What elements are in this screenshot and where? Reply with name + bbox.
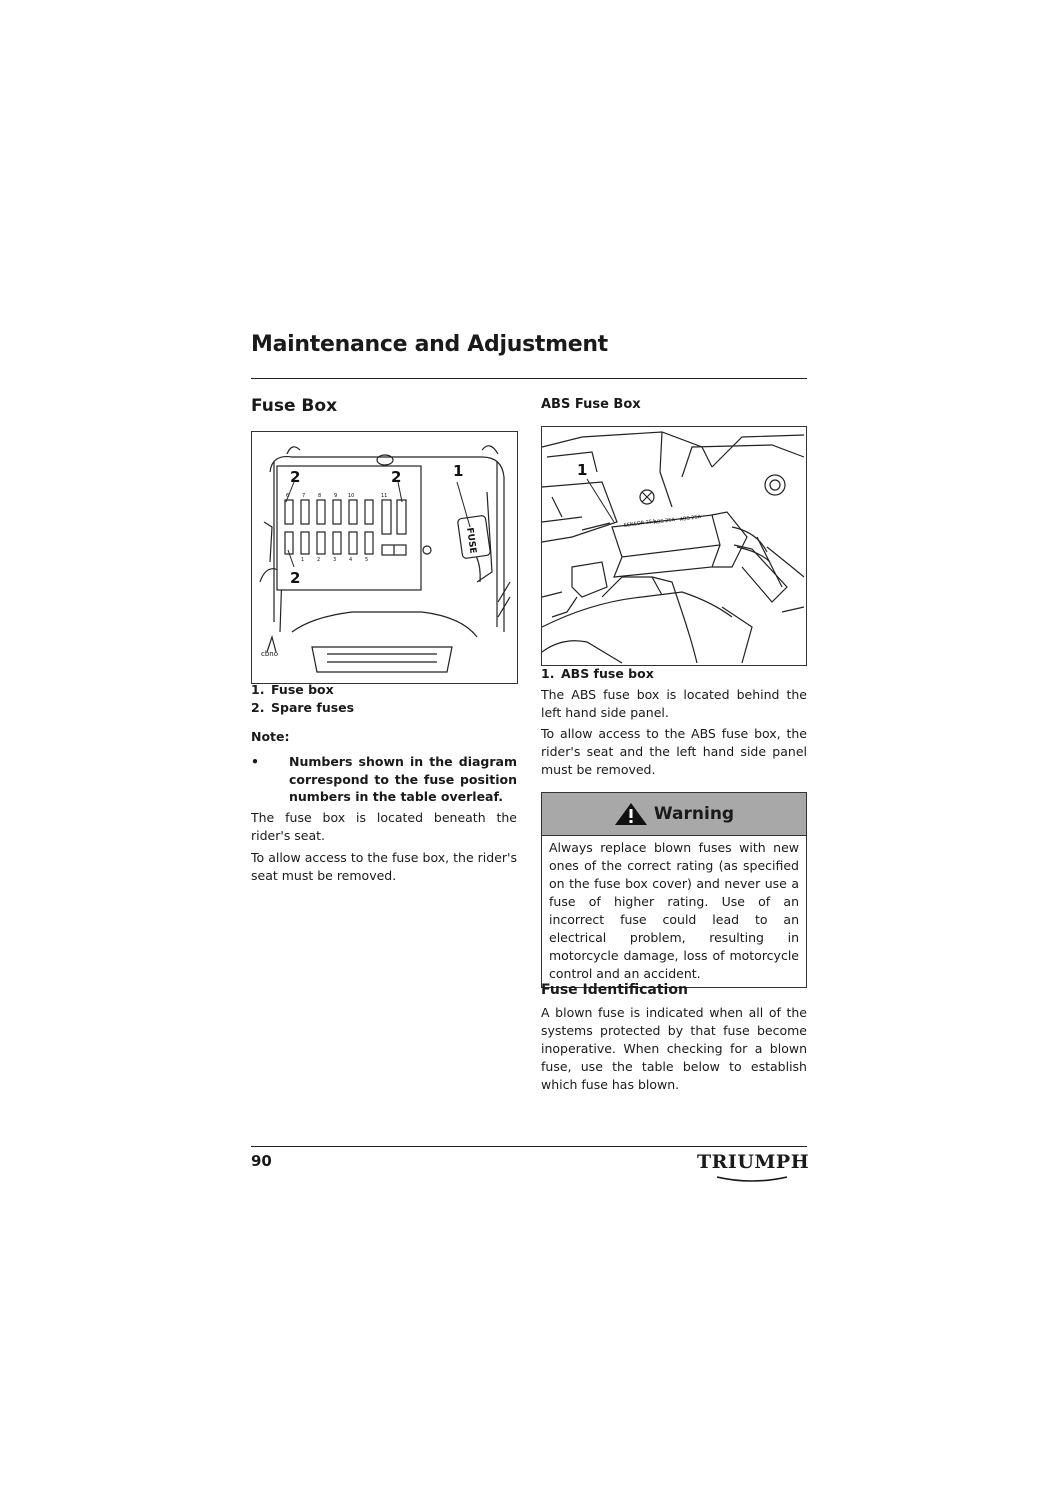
callout-2b: 2 xyxy=(391,468,402,486)
fuse-num-4: 4 xyxy=(349,557,353,563)
warning-triangle-icon xyxy=(614,802,648,826)
fuse-box-heading: Fuse Box xyxy=(251,396,338,416)
fuse-num-7: 7 xyxy=(302,493,306,499)
abs-label-2: ABS 25A xyxy=(653,517,676,526)
callout-2c: 2 xyxy=(290,569,301,587)
abs-fuse-box-figure xyxy=(541,426,807,666)
logo-swoosh-icon xyxy=(717,1175,787,1183)
fuse-box-access-text: To allow access to the fuse box, the rider's seat must be removed. xyxy=(251,850,517,883)
fuse-num-11: 11 xyxy=(381,493,388,499)
page-number: 90 xyxy=(251,1152,272,1170)
fuse-num-6: 6 xyxy=(286,493,290,499)
fuse-num-9: 9 xyxy=(334,493,338,499)
callout-1: 1 xyxy=(453,462,464,480)
abs-caption: 1. ABS fuse box xyxy=(541,666,654,681)
abs-callout-1: 1 xyxy=(577,461,588,479)
note-bullet xyxy=(251,753,517,806)
fuse-box-location-text: The fuse box is located beneath the rider's seat. xyxy=(251,810,517,843)
fuse-label: FUSE xyxy=(464,527,478,555)
callout-2a: 2 xyxy=(290,468,301,486)
header-rule xyxy=(251,378,807,379)
warning-box xyxy=(541,792,807,988)
page-title: Maintenance and Adjustment xyxy=(251,332,608,357)
caption-item: 1. Fuse box xyxy=(251,682,334,697)
brand-text: TRIUMPH xyxy=(697,1151,810,1173)
warning-text: Always replace blown fuses with new ones of the correct rating (as specified on the fuse box cover) and never use a fuse of higher rating. Use of an incorrect fuse could lead to an electrical problem, resulting in motorcycle damage, loss of motorcycle control and an accident. xyxy=(549,840,799,981)
fuse-identification-heading: Fuse Identification xyxy=(541,982,688,998)
bullet-marker: • xyxy=(251,754,259,769)
abs-fuse-box-diagram xyxy=(542,427,806,665)
fuse-num-3: 3 xyxy=(333,557,337,563)
fuse-box-captions xyxy=(251,681,517,717)
caption-item: 2. Spare fuses xyxy=(251,700,355,715)
abs-access-text: To allow access to the ABS fuse box, the rider's seat and the left hand side panel must be removed. xyxy=(541,726,807,777)
abs-label-3: ABS 25A xyxy=(679,514,702,523)
fuse-num-5: 5 xyxy=(365,557,369,563)
note-text: Numbers shown in the diagram correspond to the fuse position numbers in the table overleaf. xyxy=(289,754,517,804)
warning-title: Warning xyxy=(653,804,735,824)
fuse-box-diagram xyxy=(252,432,517,683)
fuse-num-1: 1 xyxy=(301,557,305,563)
abs-fuse-box-heading: ABS Fuse Box xyxy=(541,397,641,412)
fuse-identification-text: A blown fuse is indicated when all of the systems protected by that fuse become inoperative. When checking for a blown fuse, use the table below to establish which fuse has blown. xyxy=(541,1005,807,1092)
abs-location-text: The ABS fuse box is located behind the left hand side panel. xyxy=(541,687,807,720)
fuse-num-8: 8 xyxy=(318,493,322,499)
note-heading: Note: xyxy=(251,729,290,744)
abs-label-sensor: SENSOR 25A xyxy=(623,518,656,529)
footer-rule xyxy=(251,1146,807,1147)
triumph-logo xyxy=(697,1151,809,1173)
fuse-num-2: 2 xyxy=(317,557,321,563)
fuse-num-10: 10 xyxy=(348,493,355,499)
figure-code: cbno xyxy=(261,650,279,658)
warning-header xyxy=(542,793,806,836)
fuse-box-figure xyxy=(251,431,518,684)
